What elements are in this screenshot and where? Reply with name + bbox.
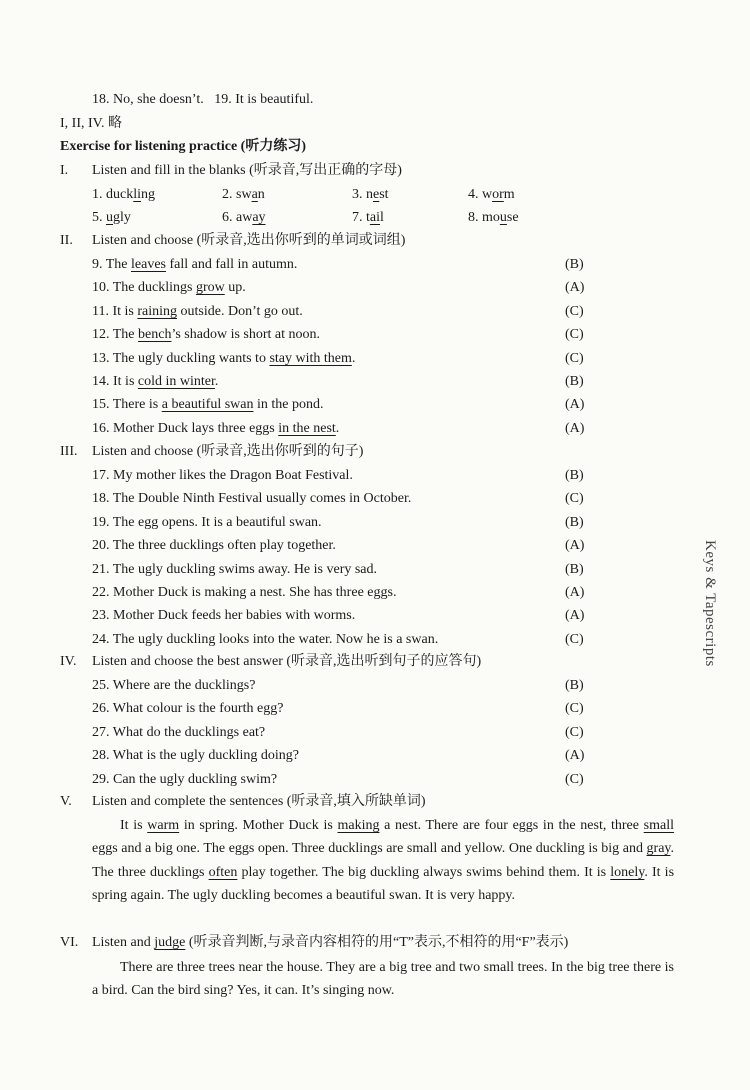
question-text: Mother Duck lays three eggs (113, 420, 279, 436)
question-item (92, 630, 438, 650)
word-number: 4. (468, 187, 479, 202)
question-item (92, 723, 265, 743)
word-part: se (506, 210, 519, 225)
filled-word: making (337, 818, 380, 833)
section-6-paragraph: There are three trees near the house. They are a big tree and two small trees. In the big tree there is a bird. Can the bird sing? Yes, it can. It’s singing now. (92, 960, 674, 999)
paragraph-text: It is (120, 818, 148, 833)
filled-word: lonely (610, 864, 645, 880)
paragraph-text: eggs and a big one. The eggs open. Three ducklings are small and yellow. One duckling is big and (92, 841, 647, 857)
paragraph-text: . It is spring again. The ugly duckling becomes a beautiful swan. It is very happy. (92, 864, 675, 903)
section-title-text: Listen and complete the sentences (听录音,填入所缺单词) (92, 794, 426, 809)
question-item (92, 770, 277, 790)
filled-word: gray (646, 841, 671, 857)
question-text: The ugly duckling looks into the water. Now he is a swan. (112, 631, 439, 647)
section-title-underlined: judge (154, 935, 186, 950)
section-number: I. (60, 163, 69, 178)
answer-19: 19. It is beautiful. (214, 92, 314, 107)
word-number: 7. (352, 210, 363, 225)
section-title-text: Listen and fill in the blanks (听录音,写出正确的字母) (92, 163, 402, 178)
word-number: 6. (222, 210, 233, 225)
word-blank-answer: or (492, 187, 504, 202)
paragraph-text: a nest. There are four eggs in the nest, three (379, 818, 644, 833)
question-text: The ducklings (112, 280, 196, 296)
question-text: It is (112, 303, 138, 319)
question-item (92, 395, 323, 415)
question-number: 20. (92, 538, 110, 554)
word-number: 5. (92, 210, 103, 225)
word-part: w (482, 187, 493, 202)
word-number: 8. (468, 210, 479, 225)
question-item (92, 255, 297, 275)
question-number: 29. (92, 771, 110, 787)
word-number: 3. (352, 187, 363, 202)
question-underlined: raining (137, 303, 178, 319)
question-text: What is the ugly duckling doing? (112, 748, 299, 764)
section-title-text: Listen and choose (听录音,选出你听到的单词或词组) (92, 233, 406, 248)
section-number: VI. (60, 935, 79, 950)
roman-note: I, II, IV. 略 (60, 116, 122, 131)
section-4-heading (60, 652, 481, 672)
answer-choice: (C) (565, 303, 584, 319)
word-blank-answer: a (251, 187, 258, 202)
answer-choice: (C) (565, 327, 584, 343)
question-text: Mother Duck feeds her babies with worms. (113, 608, 356, 624)
question-number: 18. (92, 491, 110, 507)
question-underlined: in the nest (278, 420, 336, 436)
question-number: 9. (92, 257, 103, 272)
word-part: l (380, 210, 384, 225)
question-item (92, 676, 255, 696)
answer-choice: (B) (565, 257, 584, 272)
question-text-rest: . (351, 350, 356, 366)
question-item (92, 419, 339, 439)
word-item (352, 185, 389, 205)
answer-choice: (A) (565, 748, 585, 764)
answer-choice: (A) (565, 608, 585, 624)
question-text-rest: . (214, 374, 219, 389)
question-number: 21. (92, 561, 110, 577)
question-text: What do the ducklings eat? (112, 724, 266, 740)
question-item (92, 536, 336, 556)
answer-choice: (C) (565, 631, 584, 647)
question-number: 16. (92, 420, 110, 436)
question-underlined: cold in winter (137, 374, 215, 389)
question-underlined: stay with them (269, 350, 352, 366)
question-number: 11. (92, 303, 109, 319)
question-number: 17. (92, 468, 110, 483)
section-2-heading (60, 231, 405, 251)
question-item (92, 466, 353, 486)
word-item (222, 208, 266, 228)
answer-choice: (C) (565, 724, 584, 740)
section-3-heading (60, 442, 363, 462)
section-5-paragraph (92, 814, 674, 907)
question-item (92, 606, 355, 626)
question-text-rest: up. (224, 280, 246, 296)
question-underlined: bench (138, 327, 172, 343)
answer-choice: (C) (565, 491, 584, 507)
paragraph-text: play together. The big duckling always swims behind them. It is (237, 864, 611, 880)
question-item (92, 513, 322, 533)
word-part: mo (482, 210, 500, 225)
word-part: t (366, 210, 370, 225)
question-underlined: leaves (131, 257, 166, 272)
question-item (92, 489, 411, 509)
question-number: 10. (92, 280, 110, 296)
section-number: V. (60, 794, 72, 809)
word-part: sw (236, 187, 252, 202)
answer-choice: (A) (565, 420, 585, 436)
word-blank-answer: li (133, 187, 141, 202)
word-part: duck (106, 187, 134, 202)
question-item (92, 583, 396, 603)
word-item (468, 185, 515, 205)
answer-choice: (B) (565, 468, 584, 483)
question-number: 22. (92, 585, 110, 600)
word-item (468, 208, 519, 228)
question-text: There is (112, 397, 162, 413)
word-blank-answer: e (373, 187, 380, 202)
question-text: Where are the ducklings? (112, 678, 256, 693)
question-text: The three ducklings often play together. (112, 538, 336, 554)
word-blank-answer: u (499, 210, 507, 225)
question-text: The Double Ninth Festival usually comes in October. (112, 491, 412, 507)
filled-word: often (208, 864, 238, 880)
section-number: III. (60, 444, 78, 459)
question-text-rest: in the pond. (253, 397, 324, 413)
question-underlined: grow (195, 280, 225, 296)
word-part: m (503, 187, 515, 202)
question-number: 24. (92, 631, 110, 647)
question-text-rest: fall and fall in autumn. (166, 257, 298, 272)
question-number: 13. (92, 350, 110, 366)
question-number: 15. (92, 397, 110, 413)
question-item (92, 699, 283, 719)
word-item (222, 185, 265, 205)
section-title-text: Listen and choose the best answer (听录音,选出听到句子的应答句) (92, 654, 482, 669)
section-1-heading (60, 161, 402, 181)
section-title-text-rest: (听录音判断,与录音内容相符的用“T”表示,不相符的用“F”表示) (185, 935, 569, 950)
section-title-text: Listen and (92, 935, 155, 950)
answer-choice: (C) (565, 701, 584, 717)
question-item (92, 325, 320, 345)
question-number: 25. (92, 678, 110, 693)
question-number: 19. (92, 514, 110, 530)
question-text: The (105, 257, 132, 272)
word-blank-answer: ai (369, 210, 380, 225)
section-title: Exercise for listening practice (听力练习) (60, 139, 306, 154)
question-text: It is (113, 374, 138, 389)
question-number: 28. (92, 748, 110, 764)
answer-choice: (A) (565, 538, 585, 554)
question-text: The ugly duckling swims away. He is very sad. (112, 561, 378, 577)
paragraph-text: in spring. Mother Duck is (179, 818, 338, 833)
question-item (92, 278, 246, 298)
word-blank-answer: u (106, 210, 113, 225)
question-item (92, 349, 355, 369)
question-underlined: a beautiful swan (161, 397, 254, 413)
question-text: What colour is the fourth egg? (112, 701, 284, 717)
filled-word: warm (147, 818, 180, 833)
answer-choice: (B) (565, 374, 584, 389)
question-text: Can the ugly duckling swim? (113, 771, 278, 787)
question-text-rest: ’s shadow is short at noon. (171, 327, 321, 343)
answer-choice: (A) (565, 397, 585, 413)
question-number: 14. (92, 374, 110, 389)
answer-line-18-19 (92, 90, 313, 110)
filled-word: small (643, 818, 675, 833)
question-text: My mother likes the Dragon Boat Festival. (113, 468, 353, 483)
side-label (695, 540, 735, 690)
question-text: The ugly duckling wants to (112, 350, 270, 366)
answer-choice: (B) (565, 514, 584, 530)
word-part: n (257, 187, 265, 202)
question-number: 12. (92, 327, 110, 343)
question-number: 27. (92, 724, 110, 740)
question-item (92, 372, 218, 392)
word-part: gly (113, 210, 131, 225)
word-part: n (366, 187, 373, 202)
question-item (92, 746, 299, 766)
question-text-rest: . (335, 420, 340, 436)
question-text: The egg opens. It is a beautiful swan. (112, 514, 322, 530)
word-part: ng (141, 187, 155, 202)
word-item (92, 208, 131, 228)
word-number: 2. (222, 187, 233, 202)
word-part: aw (236, 210, 253, 225)
question-number: 26. (92, 701, 110, 717)
section-number: II. (60, 233, 73, 248)
answer-choice: (C) (565, 771, 584, 787)
section-6-heading (60, 933, 568, 953)
word-item (92, 185, 155, 205)
paragraph-text: . The three ducklings (92, 841, 674, 880)
question-text: Mother Duck is making a nest. She has three eggs. (113, 585, 397, 600)
question-text: The (112, 327, 139, 343)
answer-18: 18. No, she doesn’t. (92, 92, 204, 107)
section-title-text: Listen and choose (听录音,选出你听到的句子) (92, 444, 364, 459)
answer-choice: (C) (565, 350, 584, 366)
answer-choice: (A) (565, 280, 585, 296)
question-item (92, 302, 303, 322)
answer-choice: (B) (565, 561, 584, 577)
question-number: 23. (92, 608, 110, 624)
word-blank-answer: ay (252, 210, 266, 225)
word-number: 1. (92, 187, 103, 202)
section-number: IV. (60, 654, 77, 669)
answer-choice: (A) (565, 585, 585, 600)
question-text-rest: outside. Don’t go out. (177, 303, 303, 319)
word-part: st (379, 187, 389, 202)
word-item (352, 208, 384, 228)
section-5-heading (60, 792, 426, 812)
question-item (92, 560, 377, 580)
side-label-text: Keys & Tapescripts (702, 540, 718, 667)
answer-choice: (B) (565, 678, 584, 693)
